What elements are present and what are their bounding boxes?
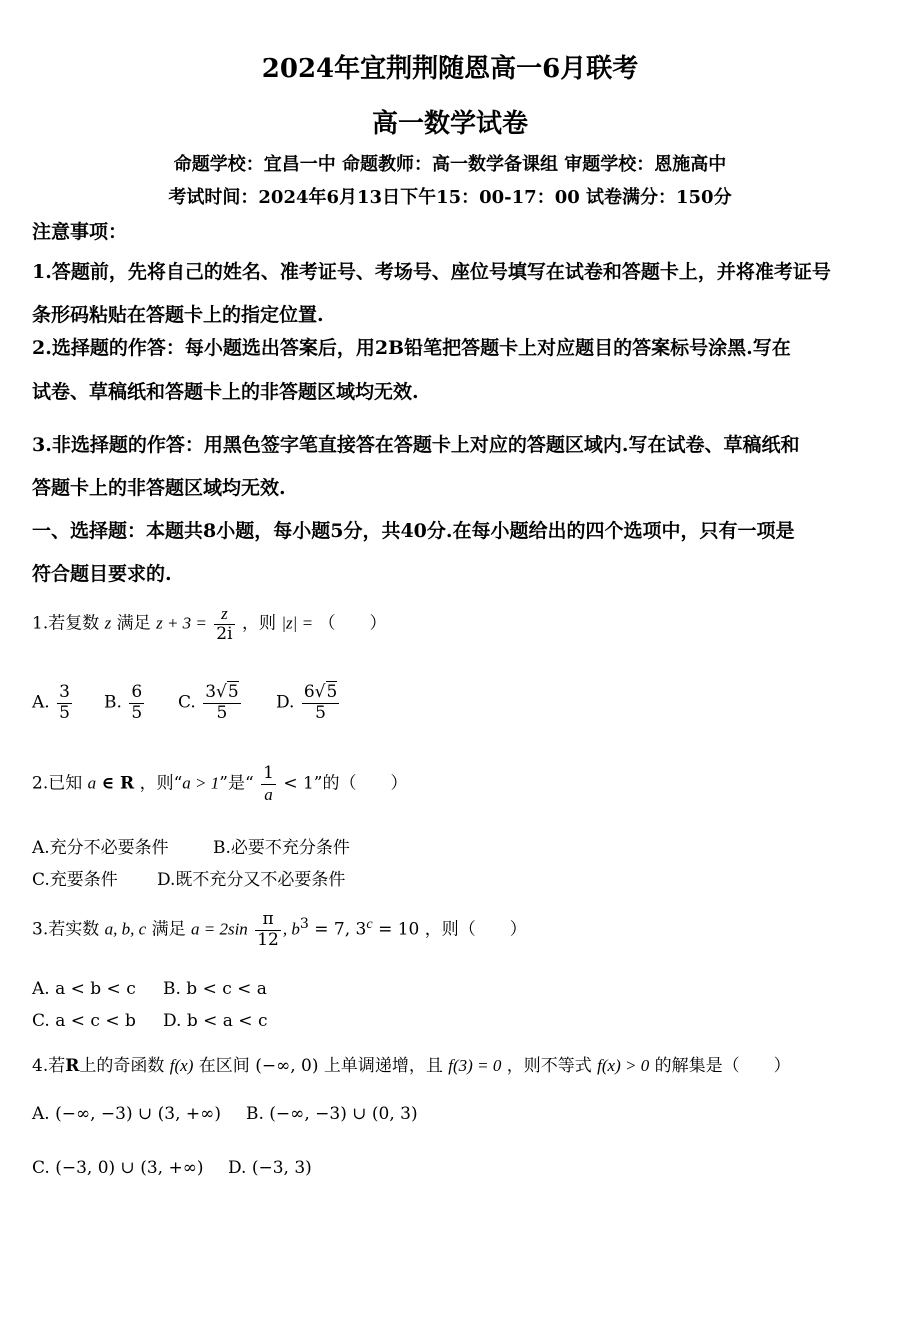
- section-1-heading-line-1: 一、选择题：本题共8小题，每小题5分，共40分.在每小题给出的四个选项中，只有一项是: [32, 520, 795, 542]
- question-1: 1.若复数 z 满足 z + 3 = $\frac{z}{2i}$ ，则 |z| = （ ）: [32, 604, 387, 644]
- note-3-line-2: 答题卡上的非答题区域均无效.: [32, 477, 286, 499]
- question-2: 2.已知 a ∈ R ，则“a > 1”是“ $\frac{1}{a}$ < 1”的（ ）: [32, 763, 408, 804]
- note-2-line-2: 试卷、草稿纸和答题卡上的非答题区域均无效.: [32, 381, 419, 403]
- q4-option-b: B. (−∞, −3) ∪ (0, 3): [246, 1104, 418, 1124]
- q2-option-a: A.充分不必要条件: [32, 838, 169, 858]
- note-2-line-1: 2.选择题的作答：每小题选出答案后，用2B铅笔把答题卡上对应题目的答案标号涂黑.写在: [32, 337, 791, 359]
- q3-option-a: A. a < b < c: [32, 979, 136, 999]
- q2-option-b: B.必要不充分条件: [213, 838, 350, 858]
- q4-option-d: D. (−3, 3): [228, 1158, 312, 1178]
- question-4: 4.若R上的奇函数 f(x) 在区间 (−∞, 0) 上单调递增，且 f(3) = 0 ，则不等式 f(x) > 0 的解集是（ ）: [32, 1056, 791, 1076]
- exam-info-authors: 命题学校：宜昌一中 命题教师：高一数学备课组 审题学校：恩施高中: [173, 154, 727, 175]
- q1-option-a: A. $\frac{3}{5}$: [32, 682, 70, 723]
- q2-option-d: D.既不充分又不必要条件: [157, 870, 346, 890]
- q1-var-z: z: [104, 613, 112, 633]
- q1-option-b: B. $\frac{6}{5}$: [104, 682, 143, 723]
- exam-title: 2024年宜荆荆随恩高一6月联考: [261, 54, 639, 84]
- section-1-heading-line-2: 符合题目要求的.: [32, 563, 172, 585]
- exam-subtitle: 高一数学试卷: [371, 109, 528, 139]
- q1-equation-lhs: z + 3 =: [156, 613, 207, 633]
- q1-fraction: $\frac{z}{2i}$: [216, 604, 233, 644]
- q4-option-a: A. (−∞, −3) ∪ (3, +∞): [32, 1104, 221, 1124]
- q1-option-d: D. $\frac{6√5}{5}$: [276, 682, 338, 723]
- note-1-line-1: 1.答题前，先将自己的姓名、准考证号、考场号、座位号填写在试卷和答题卡上，并将准考证号: [32, 261, 831, 283]
- q1-abs-z: |z| =: [281, 613, 314, 633]
- q4-option-c: C. (−3, 0) ∪ (3, +∞): [32, 1158, 204, 1178]
- note-3-line-1: 3.非选择题的作答：用黑色签字笔直接答在答题卡上对应的答题区域内.写在试卷、草稿纸和: [32, 434, 800, 456]
- q3-option-b: B. b < c < a: [163, 979, 267, 999]
- exam-info-time: 考试时间：2024年6月13日下午15：00-17：00 试卷满分：150分: [168, 187, 732, 208]
- q2-fraction: $\frac{1}{a}$: [263, 763, 274, 804]
- q2-option-c: C.充要条件: [32, 870, 118, 890]
- q1-option-c: C. $\frac{3√5}{5}$: [178, 682, 239, 723]
- q3-fraction: $\frac{\pi}{12}$: [257, 909, 279, 950]
- notes-heading: 注意事项：: [32, 221, 128, 243]
- q3-option-d: D. b < a < c: [163, 1011, 268, 1031]
- question-3: 3.若实数 a, b, c 满足 a = 2sin $\frac{\pi}{12}$ , $b^3 = 7$, $3^c = 10$ ，则（ ）: [32, 909, 527, 950]
- note-1-line-2: 条形码粘贴在答题卡上的指定位置.: [32, 304, 324, 326]
- q3-option-c: C. a < c < b: [32, 1011, 136, 1031]
